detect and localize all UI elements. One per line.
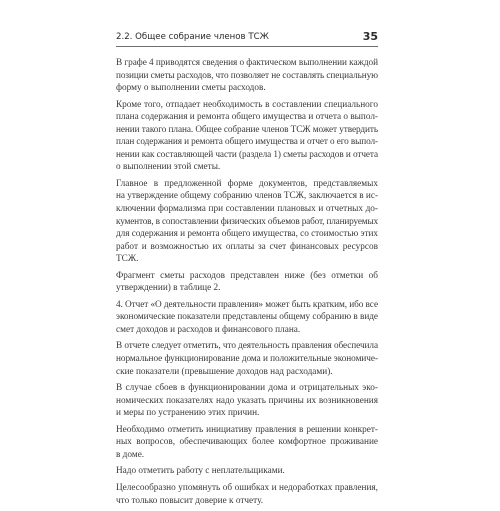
section-title: 2.2. Общее собрание членов ТСЖ: [116, 32, 269, 42]
text-line: номических показателях надо указать причины их возникновения: [116, 395, 378, 406]
text-line: позиции сметы расходов, что позволяет не составлять специальную: [116, 70, 378, 81]
paragraph: [116, 340, 378, 378]
text-line: Главное в предложенной форме документов, представляемых: [116, 178, 378, 189]
paragraph: [116, 99, 378, 174]
paragraph: [116, 178, 378, 266]
text-line: плана содержания и ремонта общего имущества и отчета о выпол-: [116, 112, 378, 123]
text-line: форму о выполнении сметы расходов.: [116, 83, 266, 94]
text-line: план содержания и ремонта общего имущества и отчет о его выпол-: [116, 137, 378, 148]
paragraph: [116, 270, 378, 295]
paragraph: [116, 424, 378, 462]
text-line: ТСЖ.: [116, 254, 139, 265]
text-line: на утверждение общему собранию членов ТСЖ, заключается в ис-: [116, 191, 378, 202]
text-line: в доме.: [116, 449, 145, 460]
text-line: нормальное функционирование дома и положительные экономиче-: [116, 354, 378, 365]
text-line: нении такого плана. Общее собрание членов ТСЖ может утвердить: [116, 124, 378, 135]
paragraph: [116, 382, 378, 420]
text-line: Надо отметить работу с неплательщиками.: [116, 466, 285, 477]
running-header: [116, 30, 378, 47]
text-line: В графе 4 приводятся сведения о фактическом выполнении каждой: [116, 58, 378, 68]
paragraph: [116, 465, 378, 478]
text-line: Необходимо отметить инициативу правления в решении конкрет-: [116, 424, 378, 435]
text-line: что только повысит доверие к отчету.: [116, 495, 264, 506]
text-line: смет доходов и расходов и финансового плана.: [116, 324, 301, 335]
text-line: утверждении) в таблице 2.: [116, 283, 221, 294]
text-line: Целесообразно упомянуть об ошибках и недоработках правления,: [116, 482, 378, 493]
paragraph: [116, 482, 378, 507]
paragraph: [116, 57, 378, 95]
text-line: и меры по устранению этих причин.: [116, 408, 260, 419]
text-line: для содержания и ремонта общего имущества, со стоимостью этих: [116, 229, 378, 240]
text-line: кументов, в сопоставлении физических объемов работ, планируемых: [116, 216, 378, 227]
text-line: 4. Отчет «О деятельности правления» может быть кратким, ибо все: [116, 299, 378, 310]
text-line: В отчете следует отметить, что деятельность правления обеспечила: [116, 341, 378, 352]
text-line: экономические показатели представлены общему собранию в виде: [116, 312, 378, 323]
page-number: 35: [362, 30, 378, 43]
text-line: Кроме того, отпадает необходимость в составлении специального: [116, 99, 378, 110]
text-line: нении как составляющей части (раздела 1) сметы расходов и отчета: [116, 149, 378, 160]
text-line: Фрагмент сметы расходов представлен ниже (без отметки об: [116, 270, 378, 281]
text-line: ключении формализма при составлении плановых и отчетных до-: [116, 204, 378, 215]
text-line: работ и возможностью их оплаты за счет финансовых ресурсов: [116, 241, 378, 252]
body-text: [116, 57, 378, 511]
text-line: ские показатели (превышение доходов над расходами).: [116, 366, 333, 377]
paragraph: [116, 299, 378, 337]
text-line: В случае сбоев в функционировании дома и отрицательных эко-: [116, 383, 378, 394]
text-line: ных вопросов, обеспечивающих более комфортное проживание: [116, 437, 378, 448]
text-line: о выполнении этой сметы.: [116, 162, 221, 173]
